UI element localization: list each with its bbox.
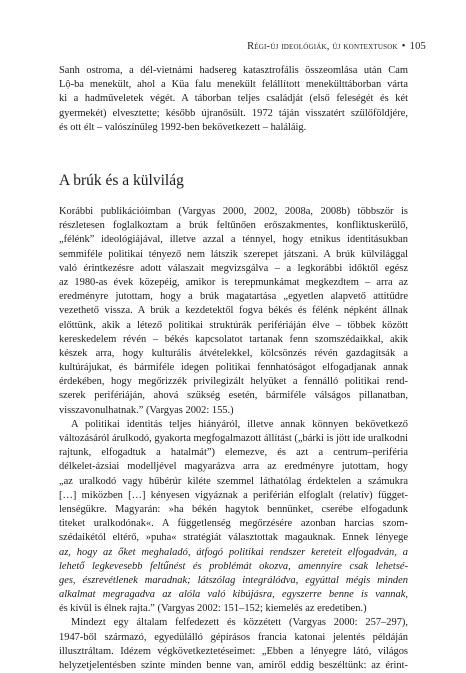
text-line: titeket uralkodónak«. A függetlenség megőrzésére azonban harcias szom- xyxy=(59,518,408,530)
text-line: vezethető vissza. A brúk a kezdetektől fogva békés és félénk népként állnak xyxy=(59,305,408,317)
text-line: változásáról árulkodó, gyakorta megfogalmazott állítást („bárki is jött ide uralkodni xyxy=(59,433,408,444)
running-head-separator: • xyxy=(401,41,406,52)
text-line: illusztráltam. Idézem végkövetkeztetéseimet: „Ebben a lényegre látó, világos xyxy=(59,645,408,657)
text-line: kereskedelem révén – békés kapcsolatot tartanak fenn szomszédaikkal, akik xyxy=(59,333,408,345)
text-line: Sanh ostroma, a dél-vietnámi hadsereg katasztrofális összeomlása után Cam xyxy=(59,65,408,76)
text-line: és kívül is élnek rajta.” (Vargyas 2002: 151–152; kiemelés az eredetiben.) xyxy=(59,603,367,615)
text-line: részletesen foglalkoztam a brúk feltűnően erőszakmentes, konfliktuskerülő, xyxy=(59,220,408,232)
text-line: Mindezt egy általam felfedezett és közzétett (Vargyas 2000: 257–297), xyxy=(71,617,408,629)
text-line: ges, észrevétlenek maradnak; látszólag integrálódva, egyúttal mégis minden xyxy=(59,574,408,586)
section-heading: A brúk és a külvilág xyxy=(59,172,184,189)
text-line: „félénk” ideológiájával, illetve azzal a ténnyel, hogy etnikus identitásukban xyxy=(59,234,408,246)
text-line: A politikai identitás teljes hiányáról, illetve annak könnyen bekövetkező xyxy=(71,418,408,430)
text-line: kultúrájukat, és bármiféle idegen politikai fennhatóságot elfogadjanak annak xyxy=(59,362,408,374)
text-line: lehető legkevesebb feltűnést és problémát okozva, amennyire csak lehetsé- xyxy=(59,560,408,572)
text-line: „az uralkodó vagy hűbérúr kiléte szemmel láthatólag érdektelen a számukra xyxy=(59,475,408,487)
text-line: érdekében, hogy megőrizzék privilegizált helyüket a fennálló politikai rend- xyxy=(59,376,408,388)
text-line: gyermekét) elvesztette; később újranősült. 1972 táján visszatért szülőföldjére, xyxy=(59,107,408,119)
text-line: Lộ-ba menekült, ahol a Küa falu menekült felállított menekülttáborban várta xyxy=(59,79,408,91)
text-line: szédaikétól eltérő, »puha« stratégiát választottak magauknak. Ennek lényege xyxy=(59,532,408,544)
text-line: délkelet-ázsiai modelljével magyarázva arra az eredményre jutottam, hogy xyxy=(59,461,408,473)
text-line: szerek perifériáján, ahová szükség esetén, bármiféle válságos pillanatban, xyxy=(59,390,408,402)
text-line: eredményre jutottam, hogy a brúk magatartása „egyetlen alapvető attitűdre xyxy=(59,291,408,303)
text-line: helyzetjelentésben szinte minden benne van, amiről eddig beszéltünk: az érint- xyxy=(59,660,408,671)
section-body xyxy=(59,205,408,673)
text-line: alkalmat megragadva az alóla való kibújásra, egyszerre benne is vannak, xyxy=(59,589,408,601)
running-head xyxy=(247,41,426,52)
text-line: való érintkezésre adott válaszait megvizsgálva – a legkorábbi időktől egész xyxy=(59,262,408,274)
text-line: és ott élt – valószínűleg 1992-ben bekövetkezett – haláláig. xyxy=(59,121,307,133)
text-line: ki a hadműveletek végét. A táborban teljes családját (első feleségét és két xyxy=(59,93,408,105)
text-line: 1947-ből származó, egyedülálló gépírásos francia katonai jelentés példáján xyxy=(59,631,408,643)
text-line: lenségükre. Magyarán: »ha békén hagytok bennünket, cserébe elfogadunk xyxy=(59,503,408,515)
paragraph-continued xyxy=(59,64,408,135)
text-line: semmiféle politikai tényező nem látszik szerepet játszani. A brúk külvilággal xyxy=(59,248,408,260)
text-line: készek arra, hogy kulturális átvételekkel, kölcsönzés révén gazdagítsák a xyxy=(59,347,408,359)
text-line: visszavonulhatnak.” (Vargyas 2002: 155.) xyxy=(59,404,234,416)
text-line: előttünk, akik a létező politikai struktúrák perifériáján élve – többek között xyxy=(59,319,408,331)
text-line: […] miközben […] kényesen vigyáznak a periférián elfoglalt (relatív) függet- xyxy=(59,489,408,501)
text-line: Korábbi publikációimban (Vargyas 2000, 2002, 2008a, 2008b) többször is xyxy=(59,206,408,217)
text-line: az 1980-as évek közepéig, amikor is terepmunkámat megkezdtem – arra az xyxy=(59,276,408,288)
page-number: 105 xyxy=(409,41,426,52)
text-line: az, hogy az őket meghaladó, átfogó politikai rendszer kereteit elfogadván, a xyxy=(59,546,408,558)
text-line: rajtunk, elfogadtuk a hatalmát”) elemezve, és azt a centrum–periféria xyxy=(59,447,408,459)
running-head-title: Régi-új ideológiák, új kontextusok xyxy=(247,41,398,52)
